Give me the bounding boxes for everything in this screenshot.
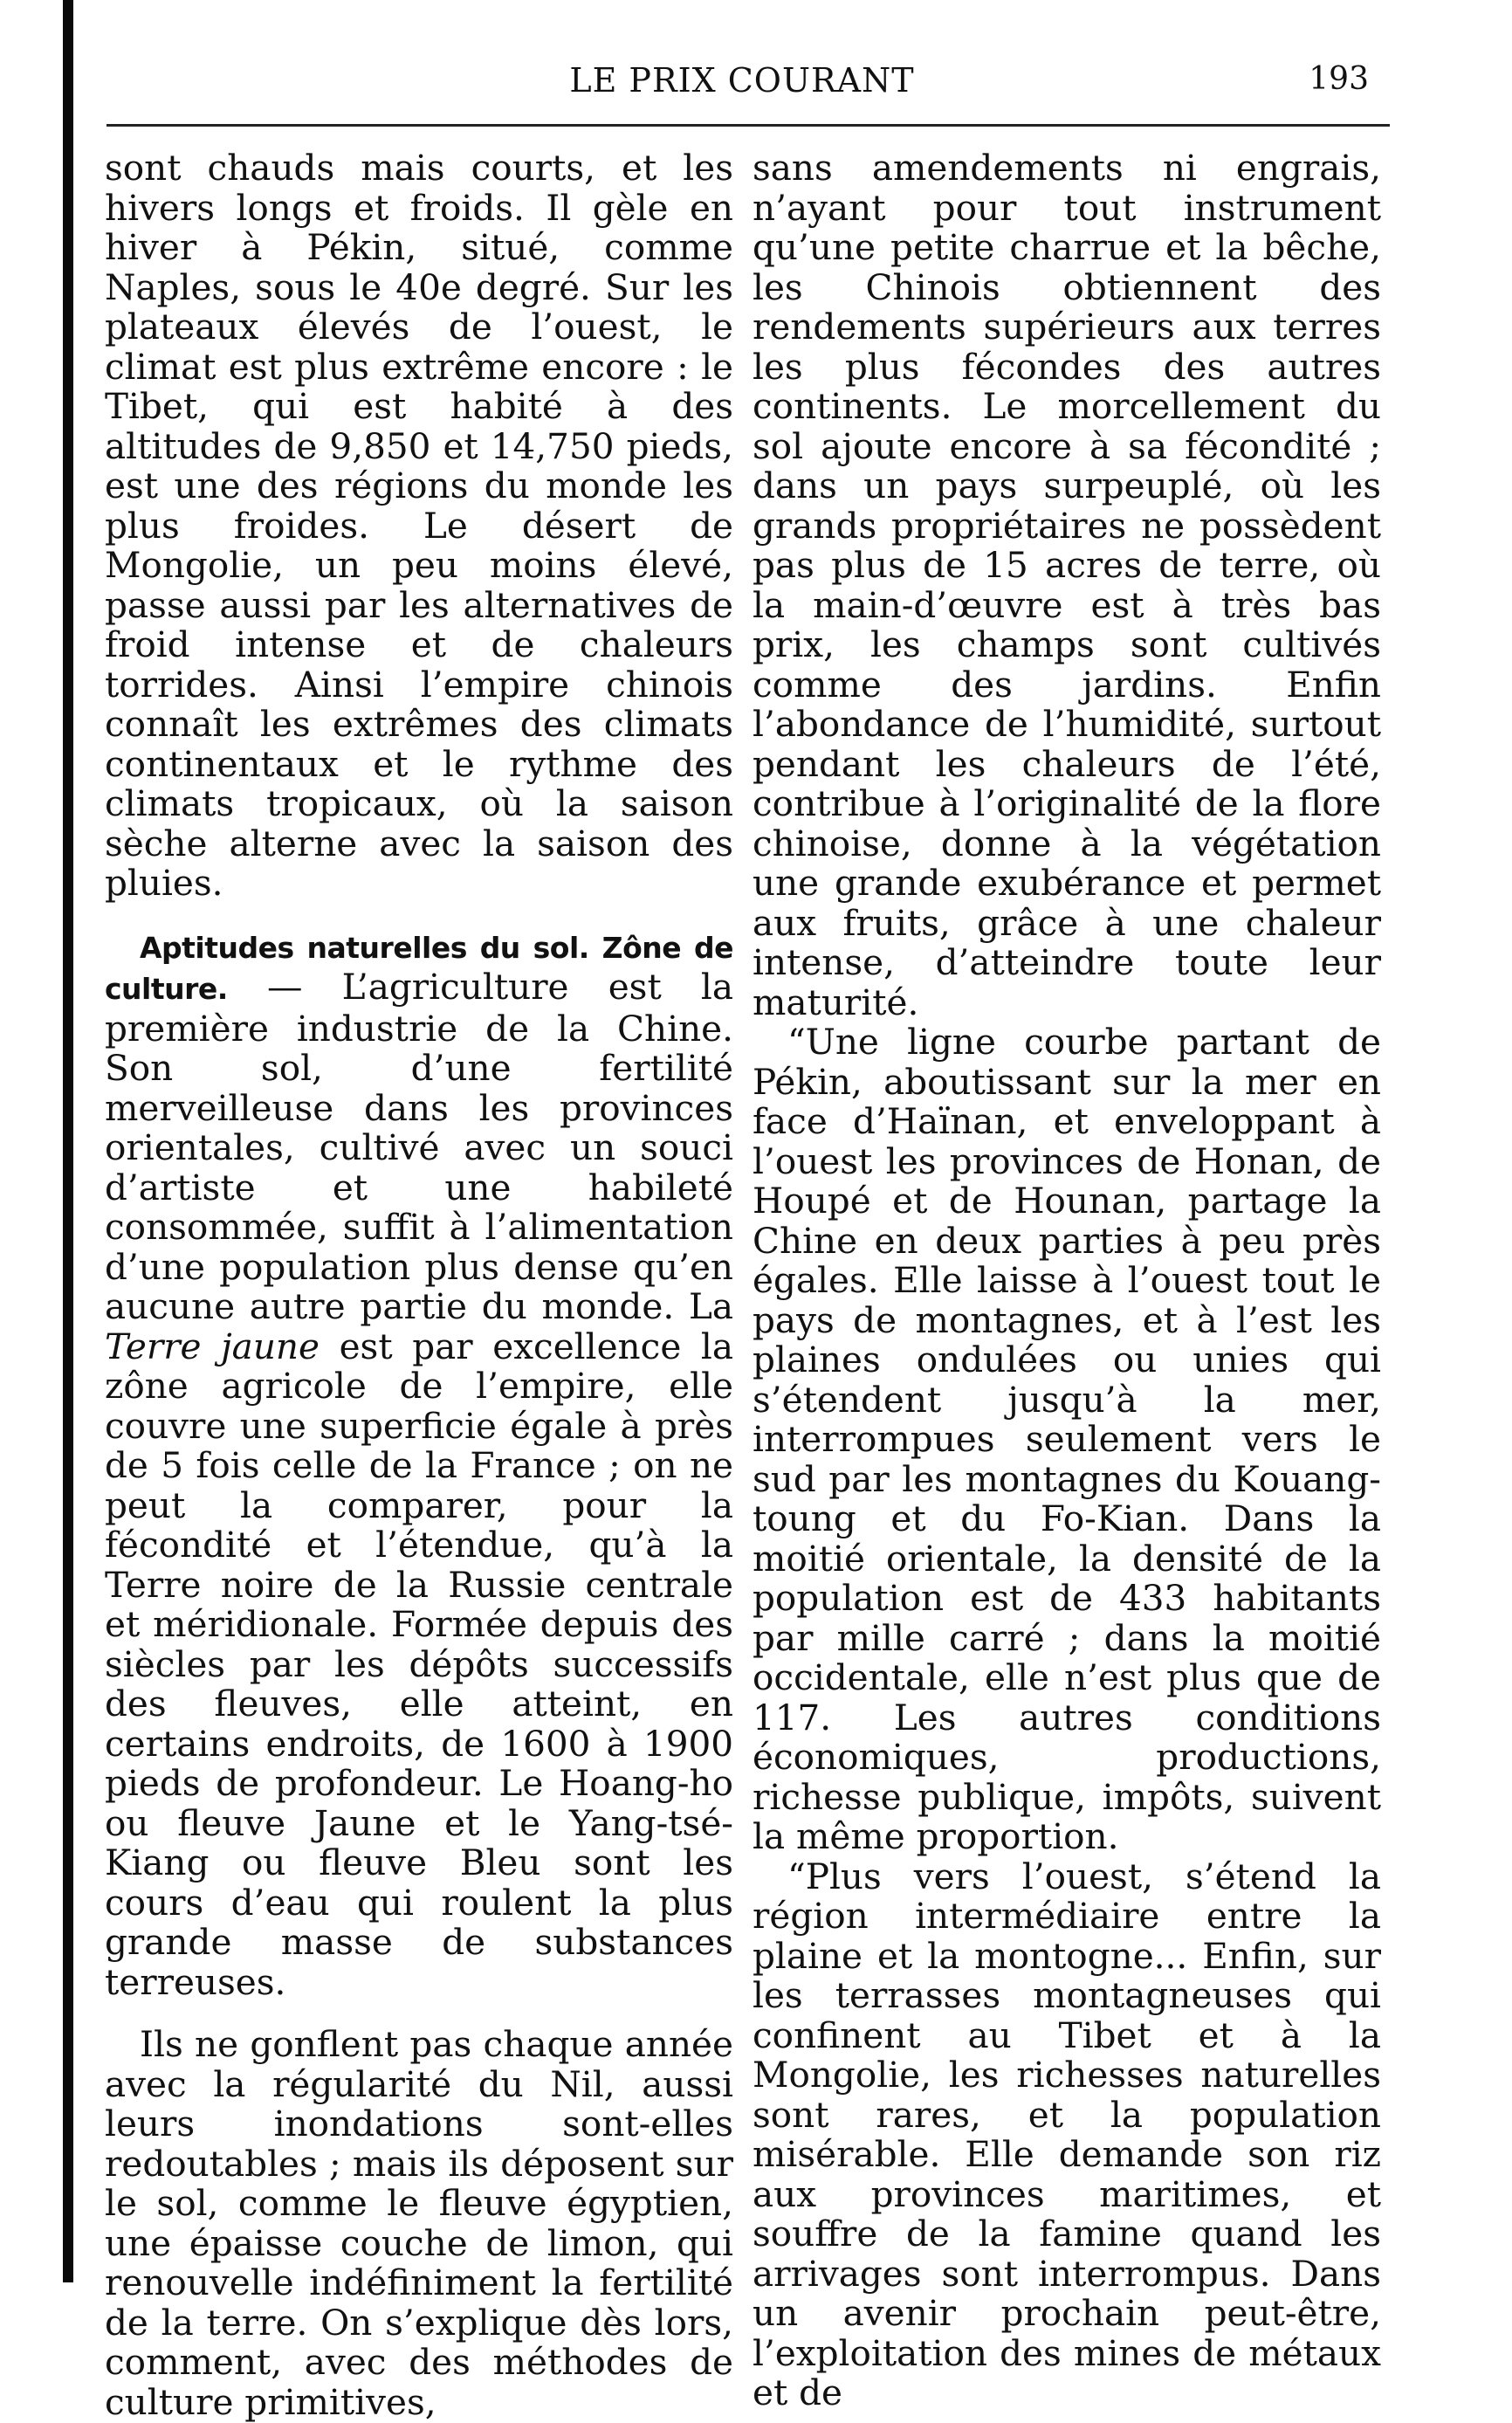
paragraph-text: — L’agriculture est la première industrie de la Chine. Son sol, d’une fertilité merveilleuse dans les provinces orientales, cultivé avec un souci d’artiste et une habileté consommée, suffit à l’alimentation d’une population plus dense qu’en aucune autre partie du monde. La (105, 966, 733, 1327)
paragraph-agriculture (105, 926, 733, 2003)
paragraph-text: est par excellence la zône agricole de l’empire, elle couvre une superficie égale à près de 5 fois celle de la France ; on ne peut la comparer, pour la fécondité et l’étendue, qu’à la Terre noire de la Russie centrale et méridionale. Formée depuis des siècles par les dépôts successifs des fleuves, elle atteint, en certains endroits, de 1600 à 1900 pieds de profondeur. Le Hoang-ho ou fleuve Jaune et le Yang-tsé-Kiang ou fleuve Bleu sont les cours d’eau qui roulent la plus grande masse de substances terreuses. (105, 1325, 733, 2003)
book-page (87, 0, 1397, 2423)
page-number: 193 (1309, 61, 1369, 97)
left-column (105, 148, 733, 2422)
quote-paragraph: “Plus vers l’ouest, s’étend la région intermédiaire entre la plaine et la montogne... Enfin, sur les terrasses montagneuses qui confinent au Tibet et à la Mongolie, les richesses naturelles sont rares, et la population misérable. Elle demande son riz aux provinces maritimes, et souffre de la famine quand les arrivages sont interrompus. Dans un avenir prochain peut-être, l’exploitation des mines de métaux et de (753, 1855, 1381, 2413)
paragraph: sont chauds mais courts, et les hivers longs et froids. Il gèle en hiver à Pékin, situé, comme Naples, sous le 40e degré. Sur les plateaux élevés de l’ouest, le climat est plus extrême encore : le Tibet, qui est habité à des altitudes de 9,850 et 14,750 pieds, est une des régions du monde les plus froides. Le désert de Mongolie, un peu moins élevé, passe aussi par les alternatives de froid intense et de chaleurs torrides. Ainsi l’empire chinois connaît les extrêmes des climats continentaux et le rythme des climats tropicaux, où la saison sèche alterne avec la saison des pluies. (105, 147, 733, 904)
paragraph: Ils ne gonflent pas chaque année avec la régularité du Nil, aussi leurs inondations sont-elles redoutables ; mais ils déposent sur le sol, comme le fleuve égyptien, une épaisse couche de limon, qui renouvelle indéfiniment la fertilité de la terre. On s’explique dès lors, comment, avec des méthodes de culture primitives, (105, 2023, 733, 2423)
right-column (753, 148, 1381, 2413)
page-header (87, 61, 1397, 105)
quote-paragraph: “Une ligne courbe partant de Pékin, aboutissant sur la mer en face d’Haïnan, et enveloppant à l’ouest les provinces de Honan, de Houpé et de Hounan, partage la Chine en deux parties à peu près égales. Elle laisse à l’ouest tout le pays de montagnes, et à l’est les plaines ondulées ou unies qui s’étendent jusqu’à la mer, interrompues seulement vers le sud par les montagnes du Kouang-toung et du Fo-Kian. Dans la moitié orientale, la densité de la population est de 433 habitants par mille carré ; dans la moitié occidentale, elle n’est plus que de 117. Les autres conditions économiques, productions, richesse publique, impôts, suivent la même proportion. (753, 1021, 1381, 1857)
running-title: LE PRIX COURANT (569, 61, 915, 100)
book-spine-shadow (63, 0, 73, 2282)
italic-term: Terre jaune (105, 1325, 320, 1367)
section-heading: Aptitudes naturelles du sol. Zône de culture. (105, 930, 733, 1006)
paragraph: sans amendements ni engrais, n’ayant pour tout instrument qu’une petite charrue et la bêche, les Chinois obtiennent des rendements supérieurs aux terres les plus fécondes des autres continents. Le morcellement du sol ajoute encore à sa fécondité ; dans un pays surpeuplé, où les grands propriétaires ne possèdent pas plus de 15 acres de terre, où la main-d’œuvre est à très bas prix, les champs sont cultivés comme des jardins. Enfin l’abondance de l’humidité, surtout pendant les chaleurs de l’été, contribue à l’originalité de la flore chinoise, donne à la végétation une grande exubérance et permet aux fruits, grâce à une chaleur intense, d’atteindre toute leur maturité. (753, 147, 1381, 1023)
header-rule (107, 124, 1390, 127)
